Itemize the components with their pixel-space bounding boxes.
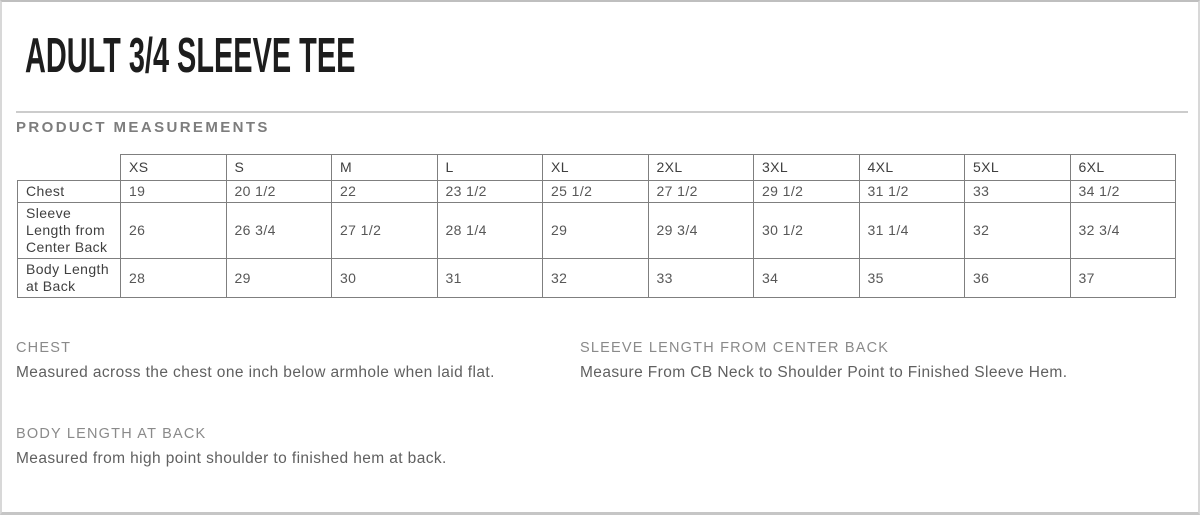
page-title: ADULT 3/4 SLEEVE TEE bbox=[25, 29, 356, 83]
section-title: PRODUCT MEASUREMENTS bbox=[16, 119, 270, 136]
desc-chest bbox=[16, 340, 576, 382]
desc-body-length bbox=[16, 426, 576, 468]
measurements-table-body bbox=[18, 181, 1176, 298]
measurement-cell: 19 bbox=[121, 181, 227, 203]
desc-chest-text: Measured across the chest one inch below armhole when laid flat. bbox=[16, 364, 495, 381]
divider bbox=[16, 111, 1188, 113]
desc-sleeve-length-text: Measure From CB Neck to Shoulder Point to Finished Sleeve Hem. bbox=[580, 364, 1068, 381]
measurement-cell: 29 1/2 bbox=[754, 181, 860, 203]
desc-sleeve-length-heading: SLEEVE LENGTH FROM CENTER BACK bbox=[580, 340, 890, 356]
measurement-cell: 34 bbox=[754, 259, 860, 298]
measurement-cell: 32 3/4 bbox=[1070, 203, 1176, 259]
measurement-cell: 30 1/2 bbox=[754, 203, 860, 259]
measurement-cell: 20 1/2 bbox=[226, 181, 332, 203]
size-header-4xl: 4XL bbox=[859, 155, 965, 181]
row-label: Body Length at Back bbox=[18, 259, 121, 298]
measurement-cell: 29 bbox=[543, 203, 649, 259]
size-header-xl: XL bbox=[543, 155, 649, 181]
measurement-cell: 25 1/2 bbox=[543, 181, 649, 203]
size-header-xs: XS bbox=[121, 155, 227, 181]
measurement-cell: 31 bbox=[437, 259, 543, 298]
measurement-cell: 26 bbox=[121, 203, 227, 259]
measurement-cell: 32 bbox=[965, 203, 1071, 259]
measurement-cell: 23 1/2 bbox=[437, 181, 543, 203]
measurement-cell: 31 1/2 bbox=[859, 181, 965, 203]
size-header-l: L bbox=[437, 155, 543, 181]
measurement-cell: 27 1/2 bbox=[332, 203, 438, 259]
measurement-cell: 30 bbox=[332, 259, 438, 298]
measurement-cell: 28 bbox=[121, 259, 227, 298]
size-header-m: M bbox=[332, 155, 438, 181]
measurement-cell: 37 bbox=[1070, 259, 1176, 298]
measurement-cell: 26 3/4 bbox=[226, 203, 332, 259]
measurement-cell: 22 bbox=[332, 181, 438, 203]
size-header-row bbox=[18, 155, 1176, 181]
measurement-cell: 32 bbox=[543, 259, 649, 298]
size-header-3xl: 3XL bbox=[754, 155, 860, 181]
measurements-table bbox=[17, 154, 1176, 298]
row-label: Chest bbox=[18, 181, 121, 203]
table-row bbox=[18, 203, 1176, 259]
desc-body-length-heading: BODY LENGTH AT BACK bbox=[16, 426, 207, 442]
measurement-cell: 34 1/2 bbox=[1070, 181, 1176, 203]
measurement-cell: 27 1/2 bbox=[648, 181, 754, 203]
row-label: Sleeve Length from Center Back bbox=[18, 203, 121, 259]
size-header-5xl: 5XL bbox=[965, 155, 1071, 181]
size-header-s: S bbox=[226, 155, 332, 181]
measurement-cell: 33 bbox=[965, 181, 1071, 203]
table-row bbox=[18, 181, 1176, 203]
desc-sleeve-length bbox=[580, 340, 1140, 382]
measurement-cell: 33 bbox=[648, 259, 754, 298]
measurement-cell: 36 bbox=[965, 259, 1071, 298]
corner-cell bbox=[18, 155, 121, 181]
table-row bbox=[18, 259, 1176, 298]
size-header-6xl: 6XL bbox=[1070, 155, 1176, 181]
measurement-cell: 28 1/4 bbox=[437, 203, 543, 259]
measurement-cell: 29 bbox=[226, 259, 332, 298]
size-header-2xl: 2XL bbox=[648, 155, 754, 181]
desc-body-length-text: Measured from high point shoulder to finished hem at back. bbox=[16, 450, 447, 467]
measurement-cell: 29 3/4 bbox=[648, 203, 754, 259]
measurement-cell: 35 bbox=[859, 259, 965, 298]
measurement-cell: 31 1/4 bbox=[859, 203, 965, 259]
desc-chest-heading: CHEST bbox=[16, 340, 72, 356]
